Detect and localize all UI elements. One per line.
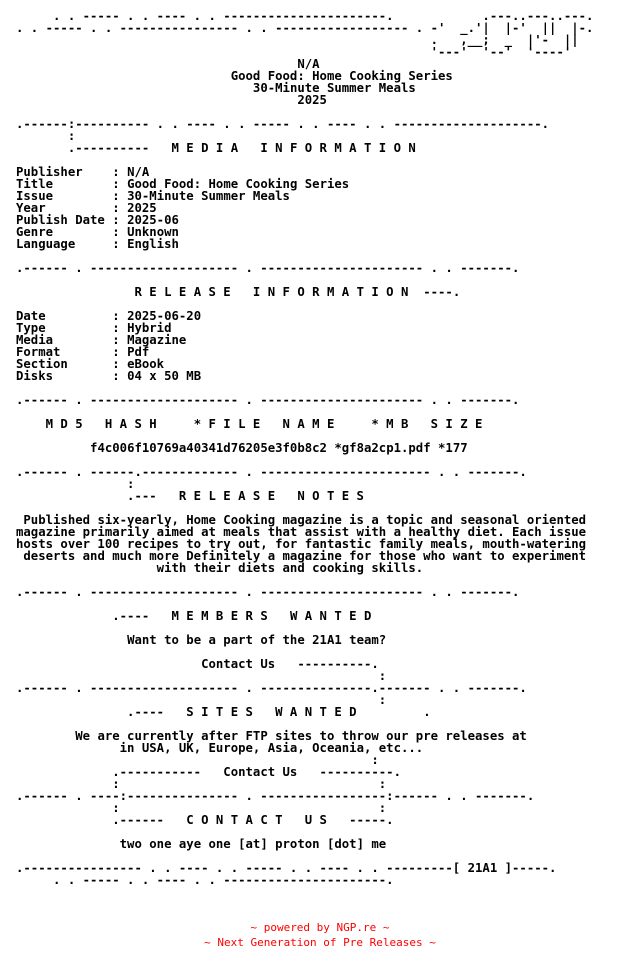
separator: .----------: [16, 141, 172, 155]
separator: .-----------: [16, 765, 224, 779]
media-information-heading: M E D I A I N F O R M A T I O N: [171, 141, 416, 155]
separator: ----.: [408, 285, 461, 299]
contact-us-heading: C O N T A C T U S: [186, 813, 327, 827]
release-info-value: 2025-06-20: [127, 309, 202, 323]
header-art-line: . ,__; _ |'- ||: [16, 33, 579, 47]
members-wanted-heading: M E M B E R S W A N T E D: [171, 609, 372, 623]
header-year: 2025: [297, 93, 327, 107]
release-info-label: Format: [16, 345, 61, 359]
release-info-label: Media: [16, 333, 54, 347]
header-publisher: N/A: [297, 57, 320, 71]
footer: [0, 920, 640, 950]
sites-wanted-line: in USA, UK, Europe, Asia, Oceania, etc...: [119, 741, 424, 755]
contact-email: two one aye one [at] proton [dot] me: [119, 837, 387, 851]
release-notes-line: magazine primarily aimed at meals that assist with a healthy diet. Each issue: [16, 525, 587, 539]
media-info-label: Title: [16, 177, 54, 191]
media-info-value: English: [127, 237, 179, 251]
release-info-value: 04 x 50 MB: [127, 369, 202, 383]
members-contact-link[interactable]: Contact Us: [201, 657, 276, 671]
separator: .------ . ------.------------- . ----------------------- . . -------.: [16, 465, 527, 479]
release-info-label: Type: [16, 321, 46, 335]
media-info-value: Good Food: Home Cooking Series: [127, 177, 350, 191]
separator: :: [16, 129, 76, 143]
separator: .------: [16, 813, 187, 827]
media-info-label: Publisher: [16, 165, 83, 179]
release-notes-line: hosts over 100 recipes to try out, for fantastic family meals, mouth-watering: [16, 537, 587, 551]
hash-table-heading: M D 5 H A S H * F I L E N A M E * M B S I Z E: [45, 417, 483, 431]
members-wanted-text: Want to be a part of the 21A1 team?: [127, 633, 387, 647]
separator: ----------.: [297, 765, 401, 779]
sites-wanted-line: We are currently after FTP sites to throw our pre releases at: [75, 729, 527, 743]
release-info-label: Disks: [16, 369, 54, 383]
header-issue: 30-Minute Summer Meals: [252, 81, 416, 95]
media-info-label: Issue: [16, 189, 54, 203]
media-info-value: N/A: [127, 165, 150, 179]
release-info-value: Magazine: [127, 333, 187, 347]
media-info-label: Year: [16, 201, 46, 215]
separator: :: [16, 753, 379, 767]
release-notes-line: Published six-yearly, Home Cooking magazine is a topic and seasonal oriented: [23, 513, 587, 527]
file-name: *gf8a2cp1.pdf: [334, 441, 431, 455]
release-info-label: Date: [16, 309, 46, 323]
separator: .----: [16, 705, 187, 719]
separator: :: [16, 801, 120, 815]
media-info-label: Language: [16, 237, 76, 251]
separator: -----.: [326, 813, 394, 827]
release-notes-line: deserts and much more Definitely a magazine for those who want to experiment: [23, 549, 587, 563]
release-notes-line: with their diets and cooking skills.: [156, 561, 424, 575]
release-info-value: Hybrid: [127, 321, 172, 335]
mb-size: *177: [438, 441, 468, 455]
release-info-value: eBook: [127, 357, 165, 371]
sites-contact-link[interactable]: Contact Us: [223, 765, 298, 779]
separator: ----------.: [275, 657, 379, 671]
footer-tagline: ~ Next Generation of Pre Releases ~: [204, 936, 436, 949]
sites-wanted-heading: S I T E S W A N T E D: [186, 705, 357, 719]
separator: . . ----- . . ---- . . ----------------------.: [16, 873, 394, 887]
header-art-line: . . ----- . . ---------------- . . ------------------ . -' _.'| |-' || |-.: [16, 21, 594, 35]
separator: .------:---------- . . ---- . . ----- . . ---- . . --------------------.: [16, 117, 550, 131]
media-info-value: 2025: [127, 201, 157, 215]
separator: .------ . -------------------- . ---------------------- . . -------.: [16, 585, 520, 599]
media-info-value: 30-Minute Summer Meals: [127, 189, 290, 203]
separator: .----: [16, 609, 172, 623]
separator: .------ . ----:--------------- . -----------------:------ . . -------.: [16, 789, 535, 803]
media-info-label: Genre: [16, 225, 54, 239]
footer-powered-by: ~ powered by NGP.re ~: [250, 921, 390, 934]
header-title: Good Food: Home Cooking Series: [230, 69, 453, 83]
media-info-label: Publish Date: [16, 213, 105, 227]
md5-hash: f4c006f10769a40341d76205e3f0b8c2: [90, 441, 327, 455]
release-info-value: Pdf: [127, 345, 150, 359]
separator: .---: [16, 489, 179, 503]
separator: .------ . -------------------- . ---------------------- . . -------.: [16, 261, 520, 275]
media-info-value: Unknown: [127, 225, 179, 239]
header-art-line: '---' '--' '----': [16, 45, 572, 59]
separator: .------ . -------------------- . ---------------.------- . . -------.: [16, 681, 527, 695]
media-info-value: 2025-06: [127, 213, 179, 227]
nfo-text: . . ----- . . ---- . . ----------------------. .---..---..---. . . ----- . . ---------------- . . ------------------ . -' _.'| |-' || |-. . ,__; _ |'- || '---' '--' '----' N/A Good Food: Home Cooking Series 30-Minute Summer Meals 2025 .------:---------- . . ---- . . ----- . . ---- . . --------------------. : .---------- M E D I A I N F O R M A T I O N Publisher : N/A Title : Good Food: Home Cooking Series Issue : 30-Minute Summer Meals Year : 2025 Publish Date : 2025-06 Genre : Unknown Language : English .------ . -------------------- . ---------------------- . . -------. R E L E A S E I N F O R M A T I O N ----. Date : 2025-06-20 Type : Hybrid Media : Magazine Format : Pdf Section : eBook Disks : 04 x 50 MB .------ . -------------------- . ---------------------- . . -------. M D 5 H A S H * F I L E N A M E * M B S I Z E f4c006f10769a40341d76205e3f0b8c2 *gf8a2cp1.pdf *177 .------ . ------.------------- . ----------------------- . . -------. : .--- R E L E A S E N O T E S Published six-yearly, Home Cooking magazine is a topic and seasonal oriented magazine primarily aimed at meals that assist with a healthy diet. Each issue hosts over 100 recipes to try out, for fantastic family meals, mouth-watering deserts and much more Definitely a magazine for those who want to experiment with their diets and cooking skills. .------ . -------------------- . ---------------------- . . -------. .---- M E M B E R S W A N T E D Want to be a part of the 21A1 team? Contact Us ----------. : .------ . -------------------- . ---------------.------- . . -------. : .---- S I T E S W A N T E D . We are currently after FTP sites to throw our pre releases at in USA, UK, Europe, Asia, Oceania, etc... : .----------- Contact Us ----------. : : .------ . ----:--------------- . -----------------:------ . . -------. : : .------ C O N T A C T U S -----. two one aye one [at] proton [dot] me .---------------- . . ---- . . ----- . . ---- . . ---------[ 21A1 ]-----. . . ----- . . ---- . . ----------------------.: [16, 9, 594, 887]
release-notes-heading: R E L E A S E N O T E S: [178, 489, 364, 503]
separator: :: [16, 477, 135, 491]
release-information-heading: R E L E A S E I N F O R M A T I O N: [134, 285, 409, 299]
release-info-label: Section: [16, 357, 68, 371]
separator: .------ . -------------------- . ---------------------- . . -------.: [16, 393, 520, 407]
separator: .---------------- . . ---- . . ----- . . ---- . . ---------[ 21A1 ]-----.: [16, 861, 557, 875]
header-art-line: . . ----- . . ---- . . ----------------------. .---..---..---.: [16, 9, 594, 23]
